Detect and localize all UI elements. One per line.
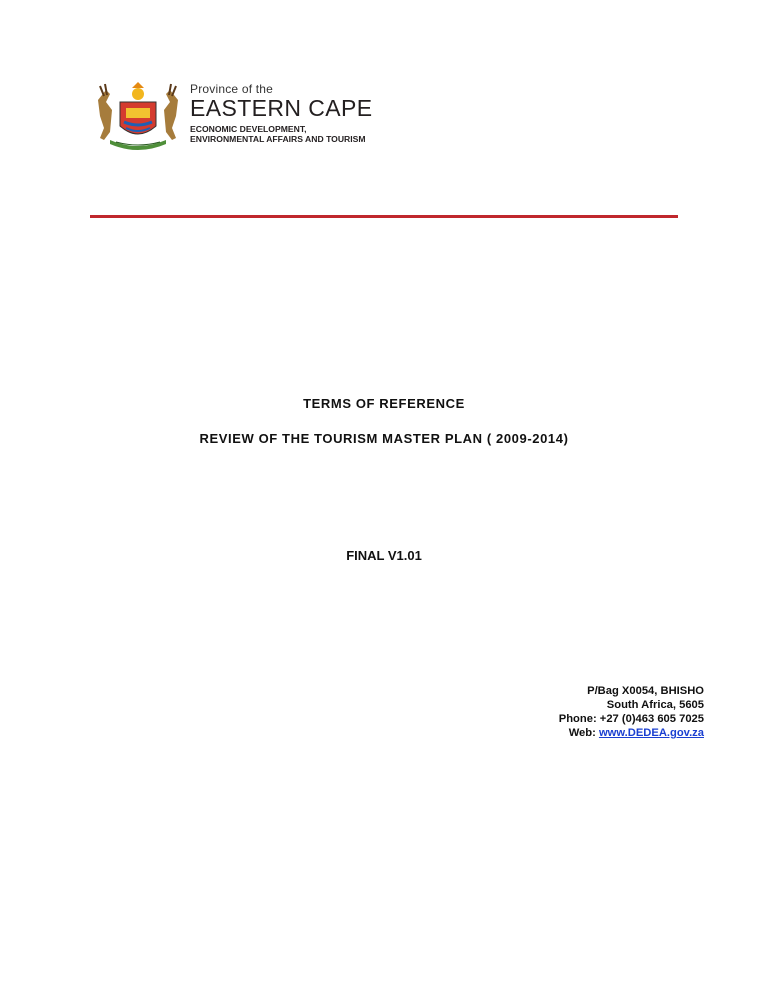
logo-department-line-2: ENVIRONMENTAL AFFAIRS AND TOURISM: [190, 134, 366, 144]
department-logo: [92, 80, 382, 152]
document-version: FINAL V1.01: [346, 548, 422, 563]
contact-phone: +27 (0)463 605 7025: [599, 713, 704, 725]
contact-web-link[interactable]: www.DEDEA.gov.za: [598, 727, 704, 739]
document-title: TERMS OF REFERENCE: [303, 396, 465, 411]
contact-block: [559, 684, 704, 740]
contact-phone-line: [559, 712, 704, 726]
logo-province-line: Province of the: [190, 82, 274, 96]
coat-of-arms-icon: [92, 80, 184, 152]
contact-web-label: Web:: [568, 727, 596, 739]
contact-web-line: [559, 726, 704, 740]
contact-country: South Africa, 5605: [606, 699, 704, 711]
logo-region-name: EASTERN CAPE: [190, 95, 373, 121]
header-divider: [90, 215, 678, 218]
logo-department-line-1: ECONOMIC DEVELOPMENT,: [190, 124, 307, 134]
document-subtitle: REVIEW OF THE TOURISM MASTER PLAN ( 2009-2014): [199, 431, 569, 446]
contact-postal: P/Bag X0054, BHISHO: [587, 685, 704, 697]
contact-phone-label: Phone:: [558, 713, 597, 725]
